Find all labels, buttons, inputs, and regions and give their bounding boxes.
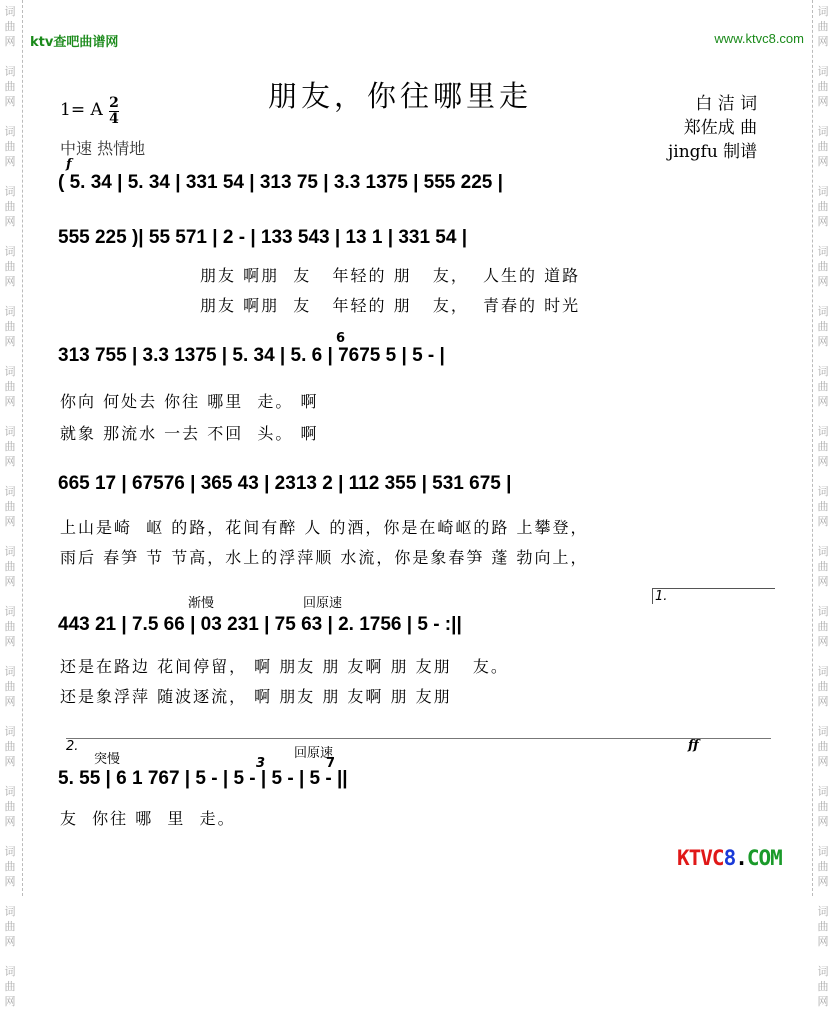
watermark-char: 网 bbox=[817, 635, 829, 648]
logo-part: COM bbox=[746, 846, 782, 870]
dynamic-ff: ff bbox=[688, 738, 699, 753]
watermark-char: 网 bbox=[4, 575, 16, 588]
watermark-char: 词 bbox=[4, 305, 16, 318]
watermark-char: 网 bbox=[817, 155, 829, 168]
grace-note: 7 bbox=[326, 756, 336, 771]
key-signature: 1= A bbox=[60, 100, 103, 120]
watermark-char: 词 bbox=[4, 125, 16, 138]
watermark-char: 曲 bbox=[4, 680, 16, 693]
watermark-char: 网 bbox=[4, 335, 16, 348]
watermark-char: 网 bbox=[817, 695, 829, 708]
watermark-char: 词 bbox=[817, 665, 829, 678]
watermark-char: 曲 bbox=[4, 380, 16, 393]
watermark-char: 网 bbox=[4, 275, 16, 288]
watermark-char: 网 bbox=[4, 875, 16, 888]
watermark-char: 网 bbox=[4, 935, 16, 948]
triplet-mark: 3 bbox=[256, 756, 266, 771]
watermark-char: 词 bbox=[4, 65, 16, 78]
watermark-char: 词 bbox=[4, 425, 16, 438]
watermark-char: 网 bbox=[817, 995, 829, 1008]
watermark-char: 网 bbox=[817, 755, 829, 768]
watermark-char: 词 bbox=[817, 185, 829, 198]
watermark-char: 曲 bbox=[4, 560, 16, 573]
watermark-char: 网 bbox=[4, 995, 16, 1008]
watermark-char: 网 bbox=[817, 35, 829, 48]
watermark-char: 词 bbox=[817, 905, 829, 918]
watermark-char: 词 bbox=[4, 785, 16, 798]
watermark-char: 曲 bbox=[817, 680, 829, 693]
lyric-verse-2: 朋友 啊朋 友 年轻的 朋 友， 青春的 时光 bbox=[200, 296, 581, 315]
logo-part: 8 bbox=[723, 846, 736, 870]
watermark-char: 曲 bbox=[817, 800, 829, 813]
watermark-char: 网 bbox=[4, 155, 16, 168]
lyric-verse-2: 就象 那流水 一去 不回 头。 啊 bbox=[60, 424, 319, 443]
logo-part: . bbox=[735, 846, 747, 870]
notation: 665 17 | 67576 | 365 43 | 2313 2 | 112 355 | 531 675 | bbox=[58, 473, 512, 494]
tempo-sudden-slow: 突慢 bbox=[94, 752, 121, 767]
watermark-char: 词 bbox=[817, 605, 829, 618]
notation: ( 5. 34 | 5. 34 | 331 54 | 313 75 | 3.3 1375 | 555 225 | bbox=[58, 172, 503, 193]
watermark-char: 词 bbox=[4, 905, 16, 918]
lyric-verse-1: 还是在路边 花间停留， 啊 朋友 朋 友啊 朋 友朋 友。 bbox=[60, 657, 509, 676]
watermark-char: 网 bbox=[817, 95, 829, 108]
watermark-char: 词 bbox=[817, 785, 829, 798]
watermark-char: 词 bbox=[4, 965, 16, 978]
watermark-char: 曲 bbox=[817, 560, 829, 573]
site-url-right: www.ktvc8.com bbox=[714, 31, 804, 46]
watermark-char: 曲 bbox=[817, 920, 829, 933]
watermark-char: 网 bbox=[4, 455, 16, 468]
watermark-char: 曲 bbox=[4, 20, 16, 33]
watermark-char: 词 bbox=[817, 5, 829, 18]
watermark-char: 曲 bbox=[817, 20, 829, 33]
watermark-char: 词 bbox=[817, 305, 829, 318]
watermark-char: 曲 bbox=[4, 920, 16, 933]
volta-1: 1. bbox=[652, 588, 775, 604]
watermark-char: 曲 bbox=[4, 80, 16, 93]
watermark-char: 曲 bbox=[817, 320, 829, 333]
watermark-char: 曲 bbox=[817, 740, 829, 753]
watermark-char: 曲 bbox=[4, 860, 16, 873]
time-sig-top: 2 bbox=[109, 95, 119, 111]
watermark-char: 网 bbox=[4, 635, 16, 648]
watermark-char: 网 bbox=[4, 755, 16, 768]
watermark-char: 网 bbox=[4, 95, 16, 108]
watermark-char: 网 bbox=[817, 455, 829, 468]
watermark-char: 词 bbox=[4, 485, 16, 498]
watermark-char: 词 bbox=[817, 65, 829, 78]
logo-part: KTVC bbox=[677, 846, 724, 870]
notation: 555 225 )| 55 571 | 2 - | 133 543 | 13 1 | 331 54 | bbox=[58, 227, 468, 248]
tempo-slower: 渐慢 bbox=[188, 596, 215, 611]
tempo-marking: 中速 热情地 bbox=[60, 139, 146, 158]
tempo-a-tempo: 回原速 bbox=[303, 596, 343, 611]
watermark-char: 曲 bbox=[4, 260, 16, 273]
watermark-char: 词 bbox=[4, 245, 16, 258]
right-watermark-strip bbox=[812, 0, 835, 1008]
watermark-char: 词 bbox=[4, 365, 16, 378]
watermark-char: 词 bbox=[4, 185, 16, 198]
watermark-char: 词 bbox=[817, 965, 829, 978]
lyric-verse-1: 友 你往 哪 里 走。 bbox=[60, 809, 236, 828]
watermark-char: 曲 bbox=[817, 860, 829, 873]
lyric-verse-2: 雨后 春笋 节 节高，水上的浮萍顺 水流，你是象春笋 蓬 勃向上， bbox=[60, 548, 589, 567]
site-name-left: ktv查吧曲谱网 bbox=[30, 35, 119, 50]
watermark-char: 词 bbox=[817, 125, 829, 138]
watermark-char: 网 bbox=[4, 35, 16, 48]
watermark-char: 词 bbox=[4, 5, 16, 18]
lyric-verse-2: 还是象浮萍 随波逐流， 啊 朋友 朋 友啊 朋 友朋 bbox=[60, 687, 452, 706]
watermark-char: 词 bbox=[4, 545, 16, 558]
lyric-verse-1: 上山是崎 岖 的路，花间有醉 人 的酒，你是在崎岖的路 上攀登， bbox=[60, 518, 589, 537]
watermark-char: 词 bbox=[4, 665, 16, 678]
watermark-char: 词 bbox=[817, 365, 829, 378]
watermark-char: 词 bbox=[4, 605, 16, 618]
watermark-char: 词 bbox=[817, 545, 829, 558]
watermark-char: 词 bbox=[4, 845, 16, 858]
transcriber: jingfu 制谱 bbox=[668, 142, 758, 162]
time-signature bbox=[109, 96, 119, 127]
notation: 443 21 | 7.5 66 | 03 231 | 75 63 | 2. 1756 | 5 - :|| bbox=[58, 614, 462, 635]
tempo-a-tempo: 回原速 bbox=[294, 746, 334, 761]
watermark-char: 网 bbox=[817, 935, 829, 948]
watermark-char: 曲 bbox=[4, 740, 16, 753]
watermark-char: 曲 bbox=[817, 440, 829, 453]
watermark-char: 曲 bbox=[4, 200, 16, 213]
watermark-char: 曲 bbox=[4, 980, 16, 993]
left-watermark-strip bbox=[0, 0, 23, 1008]
watermark-char: 曲 bbox=[817, 380, 829, 393]
dynamic-f: f bbox=[66, 157, 72, 172]
watermark-char: 网 bbox=[4, 515, 16, 528]
watermark-char: 曲 bbox=[817, 620, 829, 633]
watermark-char: 网 bbox=[817, 215, 829, 228]
watermark-char: 曲 bbox=[4, 500, 16, 513]
watermark-char: 曲 bbox=[817, 260, 829, 273]
credits bbox=[668, 92, 757, 164]
watermark-char: 网 bbox=[4, 815, 16, 828]
watermark-char: 曲 bbox=[817, 200, 829, 213]
watermark-char: 网 bbox=[817, 335, 829, 348]
lyric-verse-1: 你向 何处去 你往 哪里 走。 啊 bbox=[60, 392, 319, 411]
watermark-char: 曲 bbox=[817, 80, 829, 93]
watermark-char: 词 bbox=[817, 425, 829, 438]
watermark-char: 网 bbox=[4, 395, 16, 408]
watermark-char: 网 bbox=[817, 395, 829, 408]
watermark-char: 曲 bbox=[817, 980, 829, 993]
watermark-char: 词 bbox=[4, 725, 16, 738]
composer: 郑佐成 曲 bbox=[683, 118, 758, 138]
watermark-char: 网 bbox=[4, 695, 16, 708]
notation: 313 755 | 3.3 1375 | 5. 34 | 5. 6 | 7675 5 | 5 - | bbox=[58, 345, 445, 366]
ktvc8-logo bbox=[677, 846, 782, 870]
watermark-char: 曲 bbox=[817, 500, 829, 513]
watermark-char: 词 bbox=[817, 725, 829, 738]
watermark-char: 曲 bbox=[817, 140, 829, 153]
notation: 5. 55 | 6 1 767 | 5 - | 5 - | 5 - | 5 - || bbox=[58, 768, 348, 789]
grace-note: 6 bbox=[336, 331, 346, 346]
lyric-verse-1: 朋友 啊朋 友 年轻的 朋 友， 人生的 道路 bbox=[200, 266, 581, 285]
watermark-char: 曲 bbox=[4, 140, 16, 153]
watermark-char: 词 bbox=[817, 245, 829, 258]
song-title: 朋友，你往哪里走 bbox=[268, 79, 533, 113]
watermark-char: 曲 bbox=[4, 620, 16, 633]
time-sig-bottom: 4 bbox=[109, 111, 119, 127]
watermark-char: 网 bbox=[817, 275, 829, 288]
volta-2: 2. bbox=[66, 738, 771, 754]
watermark-char: 网 bbox=[817, 875, 829, 888]
watermark-char: 网 bbox=[817, 575, 829, 588]
watermark-char: 网 bbox=[817, 815, 829, 828]
lyricist: 白 洁 词 bbox=[695, 94, 758, 114]
watermark-char: 曲 bbox=[4, 320, 16, 333]
watermark-char: 曲 bbox=[4, 440, 16, 453]
watermark-char: 网 bbox=[817, 515, 829, 528]
watermark-char: 曲 bbox=[4, 800, 16, 813]
watermark-char: 词 bbox=[817, 845, 829, 858]
watermark-char: 词 bbox=[817, 485, 829, 498]
watermark-char: 网 bbox=[4, 215, 16, 228]
